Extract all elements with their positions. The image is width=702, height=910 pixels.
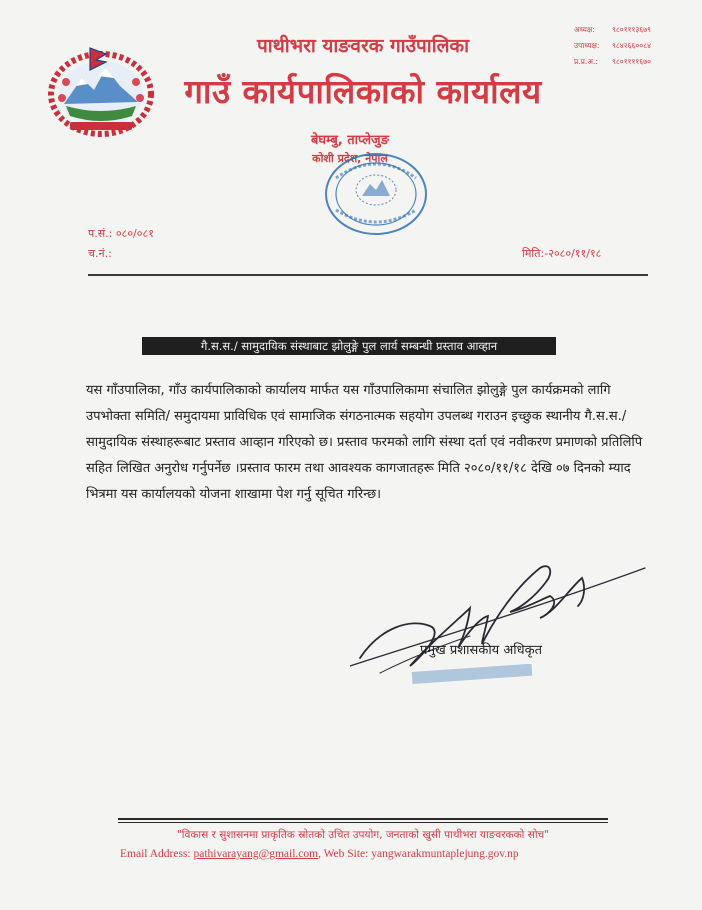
contact-label: प्र.प्र.अ.:: [574, 57, 598, 66]
date-label: मिति:-: [522, 247, 549, 260]
municipality-name: पाथीभरा याङवरक गाउँपालिका: [256, 35, 470, 57]
contact-label: उपाध्यक्ष:: [574, 41, 600, 50]
contact-row: [574, 54, 684, 70]
website-link[interactable]: yangwarakmuntaplejung.gov.np: [371, 848, 519, 860]
contact-number: ९८०१११३६७९: [612, 25, 651, 34]
email-label: Email Address:: [120, 848, 191, 860]
signatory-title: प्रमुख प्रशासकीय अधिकृत: [420, 643, 543, 658]
signatory-stamp: [410, 664, 540, 686]
subject-line: गै.स.स./ सामुदायिक संस्थाबाट झोलुङ्गे पुल लार्य सम्बन्धी प्रस्ताव आव्हान: [142, 337, 556, 355]
footer-motto: "विकास र सुशासनमा प्राकृतिक स्रोतको उचित उपयोग, जनताको खुसी पाथीभरा याङवरकको सोच": [176, 829, 550, 841]
dispatch-number: [88, 246, 112, 261]
office-province: कोशी प्रदेश, नेपाल: [312, 152, 388, 165]
office-seal-stamp: [322, 150, 430, 238]
reference-value: ०८०/०८१: [115, 227, 154, 240]
reference-number: [88, 226, 154, 241]
dispatch-label: च.नं.:: [88, 247, 112, 260]
contact-row: [574, 38, 684, 54]
contact-label: अध्यक्ष:: [574, 25, 595, 34]
nepal-emblem-icon: [46, 42, 156, 138]
website-label: , Web Site:: [318, 848, 369, 860]
footer-divider: [118, 818, 608, 820]
email-link[interactable]: pathivarayang@gmail.com: [193, 848, 319, 860]
header-divider: [88, 274, 648, 276]
date-value: २०८०/११/१८: [548, 247, 602, 260]
footer-contact: [120, 848, 600, 860]
office-address: बेघम्बु, ताप्लेजुङ: [311, 133, 389, 148]
contact-row: [574, 22, 684, 38]
contact-number: ९८०११११६७०: [612, 57, 651, 66]
contact-numbers: [574, 22, 684, 70]
letter-date: [522, 246, 601, 261]
office-title: गाउँ कार्यपालिकाको कार्यालय: [184, 72, 542, 111]
contact-number: ९८४२६६००८४: [612, 41, 651, 50]
notice-body: यस गाँउपालिका, गाँउ कार्यपालिकाको कार्यालय मार्फत यस गाँउपालिकामा संचालित झोलुङ्गे पुल कार्यक्रमको लागि उपभोक्ता समिति/ समुदायमा प्राविधिक एवं सामाजिक संगठनात्मक सहयोग उपलब्ध गराउन इच्छुक स्थानीय गै.स.स./सामुदायिक संस्थाहरूबाट प्रस्ताव आव्हान गरिएको छ। प्रस्ताव फरमको लागि संस्था दर्ता एवं नवीकरण प्रमाणको प्रतिलिपि सहित लिखित अनुरोध गर्नुपर्नेछ ।प्रस्ताव फारम तथा आवश्यक कागजातहरू मिति २०८०/११/१८ देखि ०७ दिनको म्याद भित्रमा यस कार्यालयको योजना शाखामा पेश गर्नु सूचित गरिन्छ।: [86, 383, 643, 502]
footer-divider-thin: [118, 822, 608, 823]
reference-label: प.सं.:: [88, 227, 113, 240]
